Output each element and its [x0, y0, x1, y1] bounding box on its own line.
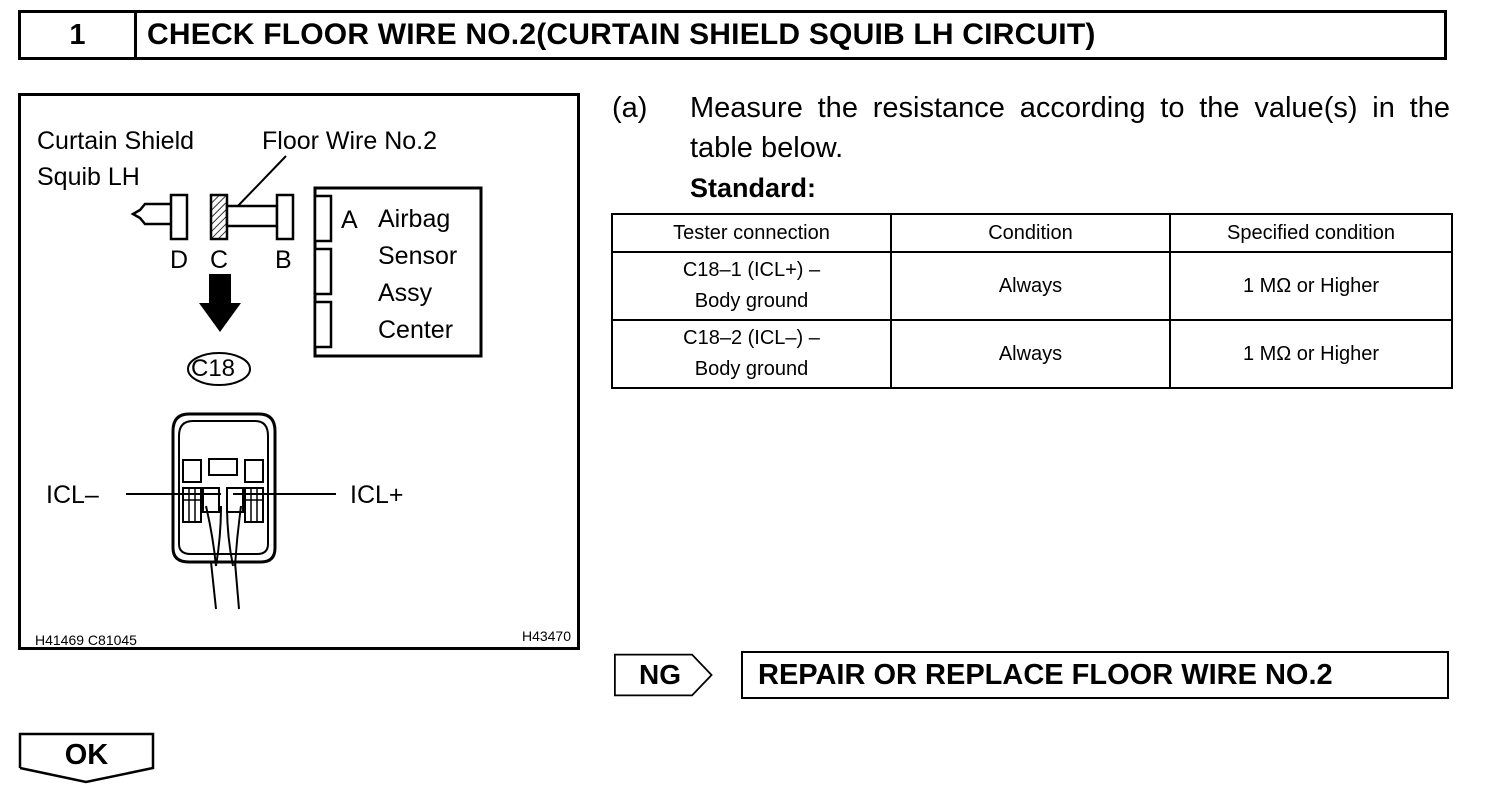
table-row [612, 320, 1452, 388]
ng-action-text: REPAIR OR REPLACE FLOOR WIRE NO.2 [758, 658, 1333, 691]
cell-condition: Always [891, 320, 1170, 388]
ok-label: OK [64, 738, 109, 771]
table-row [612, 252, 1452, 320]
cell-tester-connection [612, 252, 891, 320]
cell-tester-connection [612, 320, 891, 388]
header-condition: Condition [891, 214, 1170, 252]
step-header [18, 10, 1447, 60]
tester-line2: Body ground [694, 290, 809, 312]
wiring-diagram [18, 93, 580, 650]
squib-lh-label: Squib LH [37, 163, 140, 191]
assy-label: Assy [378, 279, 433, 307]
standard-label: Standard: [690, 173, 817, 203]
spec-table [611, 213, 1453, 389]
curtain-shield-label: Curtain Shield [37, 127, 195, 155]
cell-condition: Always [891, 252, 1170, 320]
floor-wire-label: Floor Wire No.2 [262, 127, 438, 155]
connector-face-icon [173, 414, 275, 609]
connector-d-icon [171, 195, 187, 239]
table-header-row [612, 214, 1452, 252]
floor-wire-icon [227, 206, 277, 226]
connector-c-icon [211, 195, 227, 239]
down-arrow-icon [199, 274, 241, 332]
tester-line1: C18–1 (ICL+) – [682, 259, 821, 281]
connector-d-label: D [170, 246, 189, 274]
airbag-label: Airbag [378, 205, 451, 233]
icl-minus-label: ICL– [46, 481, 99, 509]
connector-b-label: B [275, 246, 292, 274]
step-title: CHECK FLOOR WIRE NO.2(CURTAIN SHIELD SQUIB LH CIRCUIT) [147, 18, 1096, 51]
connector-id-label: C18 [191, 355, 236, 382]
tester-line2: Body ground [694, 358, 809, 380]
connector-a-label: A [341, 206, 358, 234]
ng-label: NG [639, 659, 681, 690]
header-tester-connection: Tester connection [612, 214, 891, 252]
squib-lead-icon [133, 204, 171, 224]
ref-code-right: H43470 [521, 628, 571, 644]
cell-specified: 1 MΩ or Higher [1170, 252, 1452, 320]
step-number: 1 [21, 13, 137, 57]
cell-specified: 1 MΩ or Higher [1170, 320, 1452, 388]
ref-code-left: H41469 C81045 [35, 632, 137, 648]
icl-plus-label: ICL+ [350, 481, 404, 509]
connector-b-icon [277, 195, 293, 239]
header-specified-condition: Specified condition [1170, 214, 1452, 252]
substep-label: (a) [612, 92, 648, 124]
instruction-text: Measure the resistance according to the value(s) in the table below. [690, 92, 1450, 164]
connector-c-label: C [210, 246, 229, 274]
sensor-label: Sensor [378, 242, 458, 270]
center-label: Center [378, 316, 454, 344]
tester-line1: C18–2 (ICL–) – [683, 327, 820, 349]
ng-action-box [741, 651, 1449, 699]
